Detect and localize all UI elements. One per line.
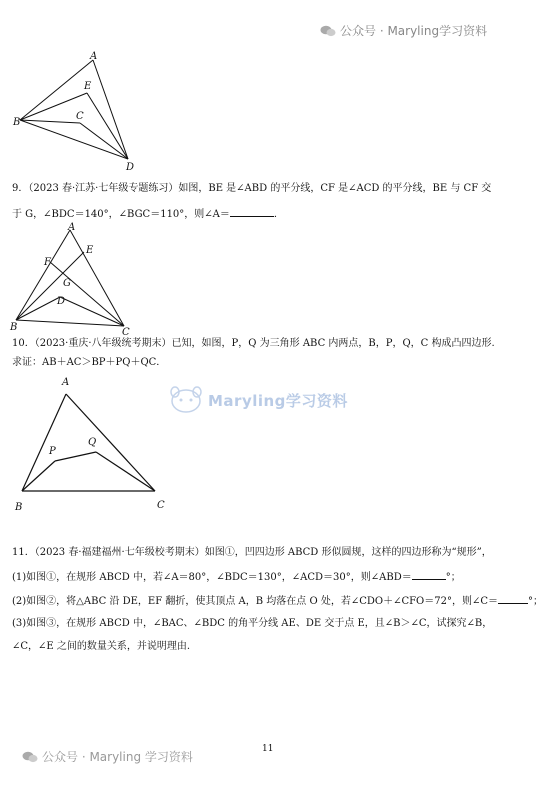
watermark-bottom-text: 公众号 · Maryling 学习资料 [42, 750, 193, 764]
label-d: D [126, 162, 135, 173]
label-d: D [57, 296, 66, 307]
label-a: A [90, 51, 98, 62]
page-number: 11 [262, 744, 274, 754]
figure-q9 [8, 220, 138, 340]
label-c: C [122, 327, 130, 338]
q11-line1: 11．（2023 春·福建福州·七年级校考期末）如图①，凹四边形 ABCD 形似圆规，这样的四边形称为“规形”， [12, 547, 492, 558]
q9-line1: 9．（2023 春·江苏·七年级专题练习）如图，BE 是∠ABD 的平分线，CF 是∠ACD 的平分线，BE 与 CF 交 [12, 183, 492, 194]
label-f: F [44, 257, 51, 268]
q11-part1-blank[interactable] [412, 569, 446, 580]
wechat-icon [22, 751, 38, 763]
watermark-top-text: 公众号 · Maryling学习资料 [340, 24, 488, 38]
wechat-icon [320, 25, 336, 37]
label-b: B [15, 502, 23, 513]
figure-q8 [10, 48, 150, 173]
q10-line2: 求证：AB＋AC＞BP＋PQ＋QC． [12, 357, 167, 368]
label-e: E [86, 245, 94, 256]
q11-part2 [12, 593, 543, 609]
q11-part1 [12, 569, 461, 585]
q9-line2-suffix: ． [273, 209, 284, 220]
watermark-middle-text: Maryling学习资料 [208, 391, 348, 410]
label-b: B [10, 322, 18, 333]
q11-part3-line2: ∠C，∠E 之间的数量关系，并说明理由. [12, 641, 191, 652]
q11-part2-blank[interactable] [498, 593, 528, 604]
q11-part1-prefix: (1)如图①，在规形 ABCD 中，若∠A＝80°，∠BDC＝130°，∠ACD＝30°，则∠ABD＝ [12, 572, 412, 583]
q11-part1-suffix: °； [445, 572, 461, 583]
label-p: P [49, 446, 56, 457]
q11-part2-prefix: (2)如图②，将△ABC 沿 DE，EF 翻折，使其顶点 A，B 均落在点 O 处，若∠CDO＋∠CFO＝72°，则∠C＝ [12, 596, 499, 607]
q10-line1: 10．（2023·重庆·八年级统考期末）已知，如图，P，Q 为三角形 ABC 内两点，B，P，Q，C 构成凸四边形. [12, 338, 495, 349]
watermark-middle [168, 385, 348, 415]
label-q: Q [88, 437, 97, 448]
label-g: G [63, 278, 71, 289]
q9-answer-blank[interactable] [230, 206, 274, 217]
q11-part2-suffix: °； [528, 596, 543, 607]
watermark-top [320, 22, 487, 39]
q11-part3-line1: (3)如图③，在规形 ABCD 中，∠BAC、∠BDC 的角平分线 AE、DE 交于点 E，且∠B＞∠C，试探究∠B， [12, 618, 493, 629]
label-c: C [76, 111, 84, 122]
figure-q10 [10, 372, 180, 517]
label-a: A [68, 222, 76, 233]
label-c: C [157, 500, 165, 511]
label-a: A [62, 377, 70, 388]
q9-line2-prefix: 于 G，∠BDC＝140°，∠BGC＝110°，则∠A＝ [12, 209, 230, 220]
label-b: B [13, 117, 21, 128]
watermark-bottom [22, 748, 193, 765]
mascot-icon [168, 385, 204, 415]
label-e: E [84, 81, 92, 92]
